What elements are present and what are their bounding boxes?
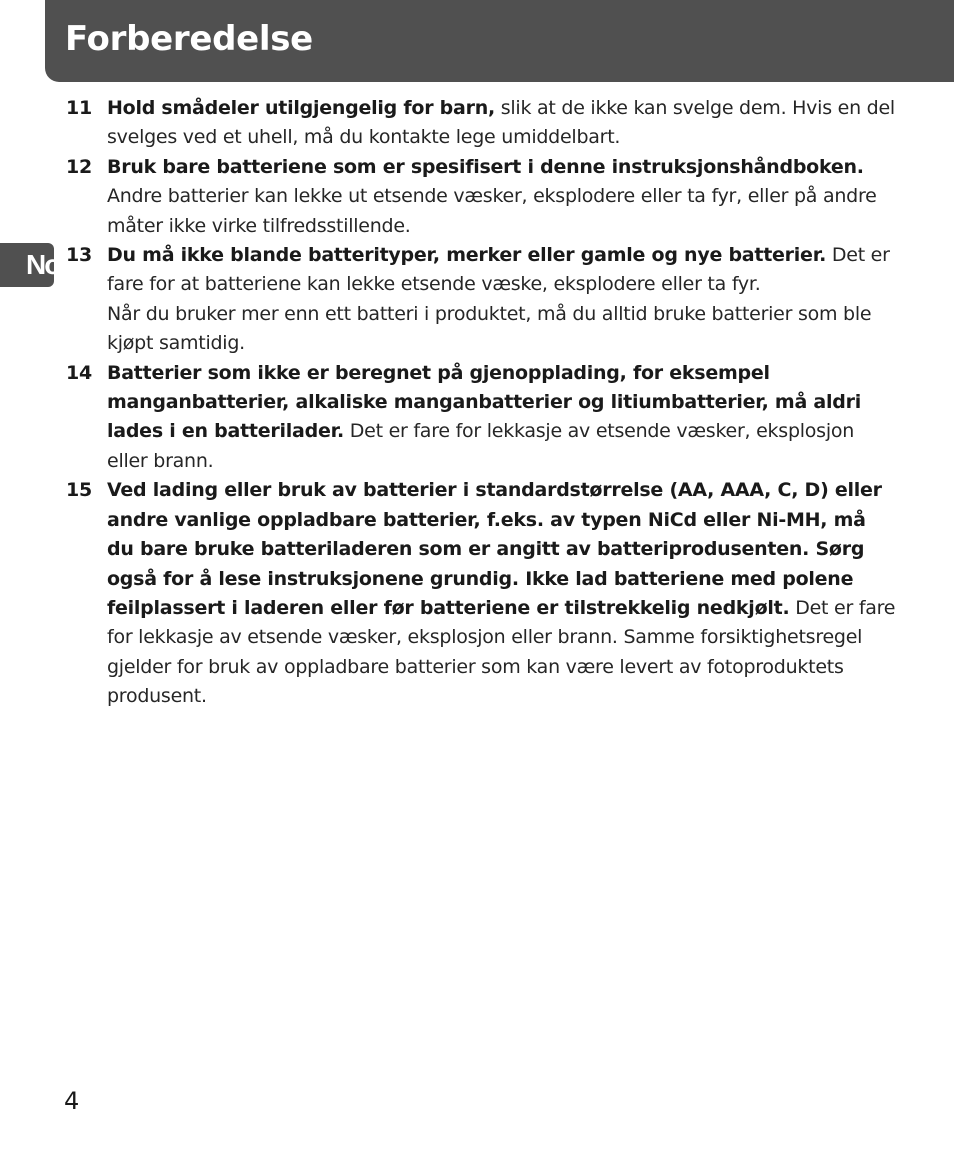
item-heading: Du må ikke blande batterityper, merker eller gamle og nye batterier. (107, 244, 827, 267)
item-heading: Bruk bare batteriene som er spesifisert i denne instruksjonshåndboken. (107, 155, 864, 178)
item-body: Andre batterier kan lekke ut etsende væsker, eksplodere eller ta fyr, eller på andre måter ikke virke tilfredsstillende. (107, 185, 877, 237)
item-number: 13 (66, 244, 92, 267)
header-bar (45, 0, 954, 82)
item-number: 11 (66, 97, 92, 119)
item-content (107, 153, 896, 241)
item-heading: Hold smådeler utilgjengelig for barn, (107, 97, 495, 119)
item-heading: Batterier som ikke er beregnet på gjenopplading, for eksempel manganbatterier, alkaliske manganbatterier og litiumbatterier, må aldri lades i en batterilader. (107, 361, 861, 443)
list-item (66, 359, 896, 477)
page-title: Forberedelse (65, 19, 313, 59)
page-number: 4 (64, 1087, 80, 1115)
item-body: Det er fare for at batteriene kan lekke etsende væske, eksplodere eller ta fyr. (107, 244, 890, 296)
item-number: 14 (66, 361, 92, 384)
item-body: Det er fare for lekkasje av etsende væsker, eksplosjon eller brann. (107, 420, 855, 472)
item-body: slik at de ikke kan svelge dem. Hvis en del svelges ved et uhell, må du kontakte lege umiddelbart. (107, 97, 895, 149)
item-body: Det er fare for lekkasje av etsende væsker, eksplosjon eller brann. Samme forsiktighetsregel gjelder for bruk av oppladbare batterier som kan være levert av fotoproduktets produsent. (107, 596, 896, 708)
list-item (66, 476, 896, 711)
item-content (107, 241, 896, 359)
list-item (66, 153, 896, 241)
language-tab: No (0, 243, 54, 287)
item-number: 12 (66, 155, 92, 178)
list-item (66, 241, 896, 359)
item-content (107, 94, 896, 153)
item-body-extra: Når du bruker mer enn ett batteri i produktet, må du alltid bruke batterier som ble kjøpt samtidig. (107, 302, 872, 355)
list-item (66, 94, 896, 153)
safety-list (66, 94, 896, 712)
item-content (107, 359, 896, 477)
item-heading: Ved lading eller bruk av batterier i standardstørrelse (AA, AAA, C, D) eller andre vanlige oppladbare batterier, f.eks. av typen NiCd eller Ni-MH, må du bare bruke batteriladeren som er angitt av batteriprodusenten. Sørg også for å lese instruksjonene grundig. Ikke lad batteriene med polene feilplassert i laderen eller før batteriene er tilstrekkelig nedkjølt. (107, 479, 882, 619)
item-number: 15 (66, 479, 92, 502)
item-content (107, 476, 896, 711)
